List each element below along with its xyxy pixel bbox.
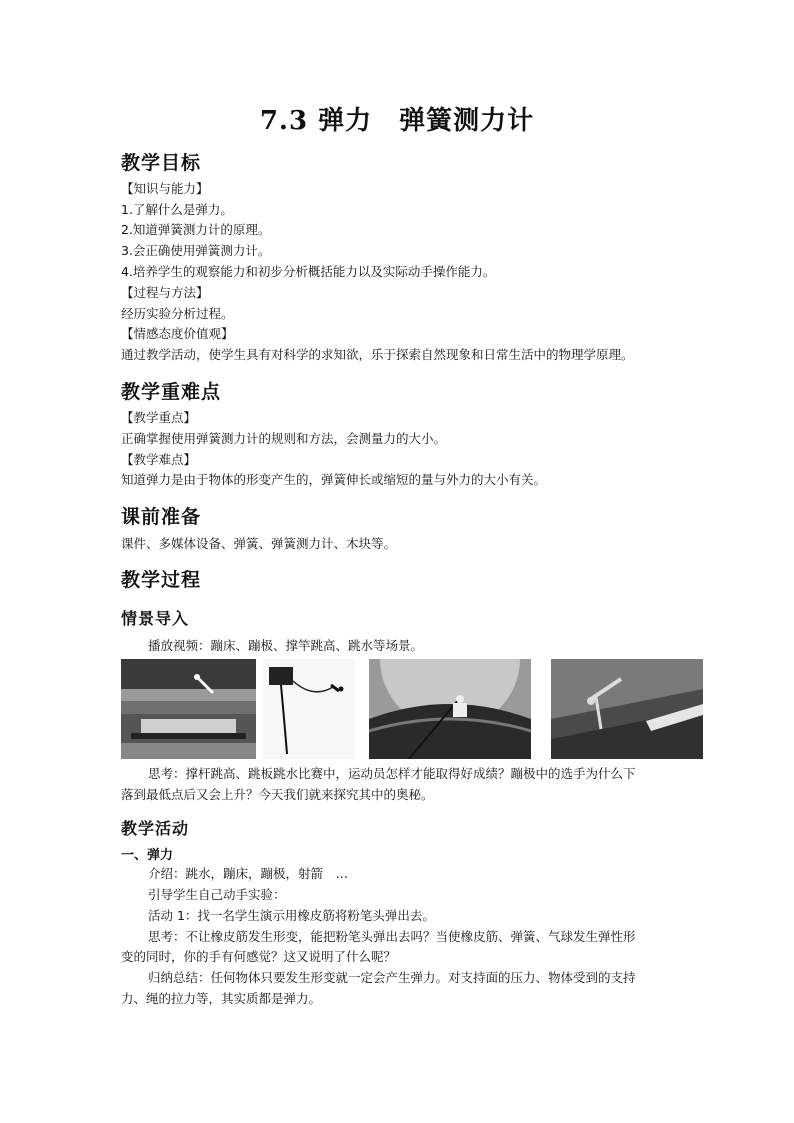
summary-line-1: 归纳总结：任何物体只要发生形变就一定会产生弹力。对支持面的压力、物体受到的支持 bbox=[148, 970, 636, 985]
heading-key-points: 教学重难点 bbox=[121, 381, 222, 403]
knowledge-item-2: 2.知道弹簧测力计的原理。 bbox=[121, 222, 271, 237]
summary-line-2: 力、绳的拉力等，其实质都是弹力。 bbox=[121, 991, 322, 1006]
knowledge-item-3: 3.会正确使用弹簧测力计。 bbox=[121, 243, 271, 258]
process-text: 经历实验分析过程。 bbox=[121, 306, 234, 321]
heading-process: 教学过程 bbox=[121, 569, 202, 591]
trampoline-photo bbox=[121, 659, 256, 759]
difficulty-text: 知道弹力是由于物体的形变产生的，弹簧伸长或缩短的量与外力的大小有关。 bbox=[121, 472, 547, 487]
guide-text: 引导学生自己动手实验： bbox=[148, 887, 286, 902]
heading-activity: 教学活动 bbox=[121, 819, 190, 838]
preparation-text: 课件、多媒体设备、弹簧、弹簧测力计、木块等。 bbox=[121, 536, 397, 551]
heading-objectives: 教学目标 bbox=[121, 152, 202, 174]
think2-line-2: 变的同时，你的手有何感觉？这又说明了什么呢？ bbox=[121, 949, 397, 964]
activity-1: 活动 1：找一名学生演示用橡皮筋将粉笔头弹出去。 bbox=[148, 908, 435, 923]
heading-intro: 情景导入 bbox=[121, 609, 190, 628]
page-title: 7.3 弹力 弹簧测力计 bbox=[259, 106, 535, 136]
emotion-label: 【情感态度价值观】 bbox=[121, 326, 234, 341]
heading-elastic: 一、弹力 bbox=[121, 848, 174, 863]
focus-label: 【教学重点】 bbox=[121, 410, 197, 425]
emotion-text: 通过教学活动，使学生具有对科学的求知欲，乐于探索自然现象和日常生活中的物理学原理。 bbox=[121, 347, 634, 362]
process-label: 【过程与方法】 bbox=[121, 285, 209, 300]
intro-text: 播放视频：蹦床、蹦极、撑竿跳高、跳水等场景。 bbox=[148, 638, 424, 653]
knowledge-item-4: 4.培养学生的观察能力和初步分析概括能力以及实际动手操作能力。 bbox=[121, 264, 496, 279]
pole-vault-photo bbox=[369, 659, 531, 759]
difficulty-label: 【教学难点】 bbox=[121, 452, 197, 467]
diving-photo bbox=[551, 659, 703, 759]
think-line-1: 思考：撑杆跳高、跳板跳水比赛中，运动员怎样才能取得好成绩？蹦极中的选手为什么下 bbox=[148, 766, 636, 781]
elastic-intro: 介绍：跳水，蹦床，蹦极，射箭 … bbox=[148, 866, 349, 881]
bungee-photo bbox=[263, 659, 355, 759]
think-line-2: 落到最低点后又会上升？今天我们就来探究其中的奥秘。 bbox=[121, 787, 434, 802]
knowledge-label: 【知识与能力】 bbox=[121, 181, 209, 196]
think2-line-1: 思考：不让橡皮筋发生形变，能把粉笔头弹出去吗？当使橡皮筋、弹簧、气球发生弹性形 bbox=[148, 929, 636, 944]
knowledge-item-1: 1.了解什么是弹力。 bbox=[121, 202, 233, 217]
focus-text: 正确掌握使用弹簧测力计的规则和方法，会测量力的大小。 bbox=[121, 431, 447, 446]
heading-preparation: 课前准备 bbox=[121, 506, 202, 528]
